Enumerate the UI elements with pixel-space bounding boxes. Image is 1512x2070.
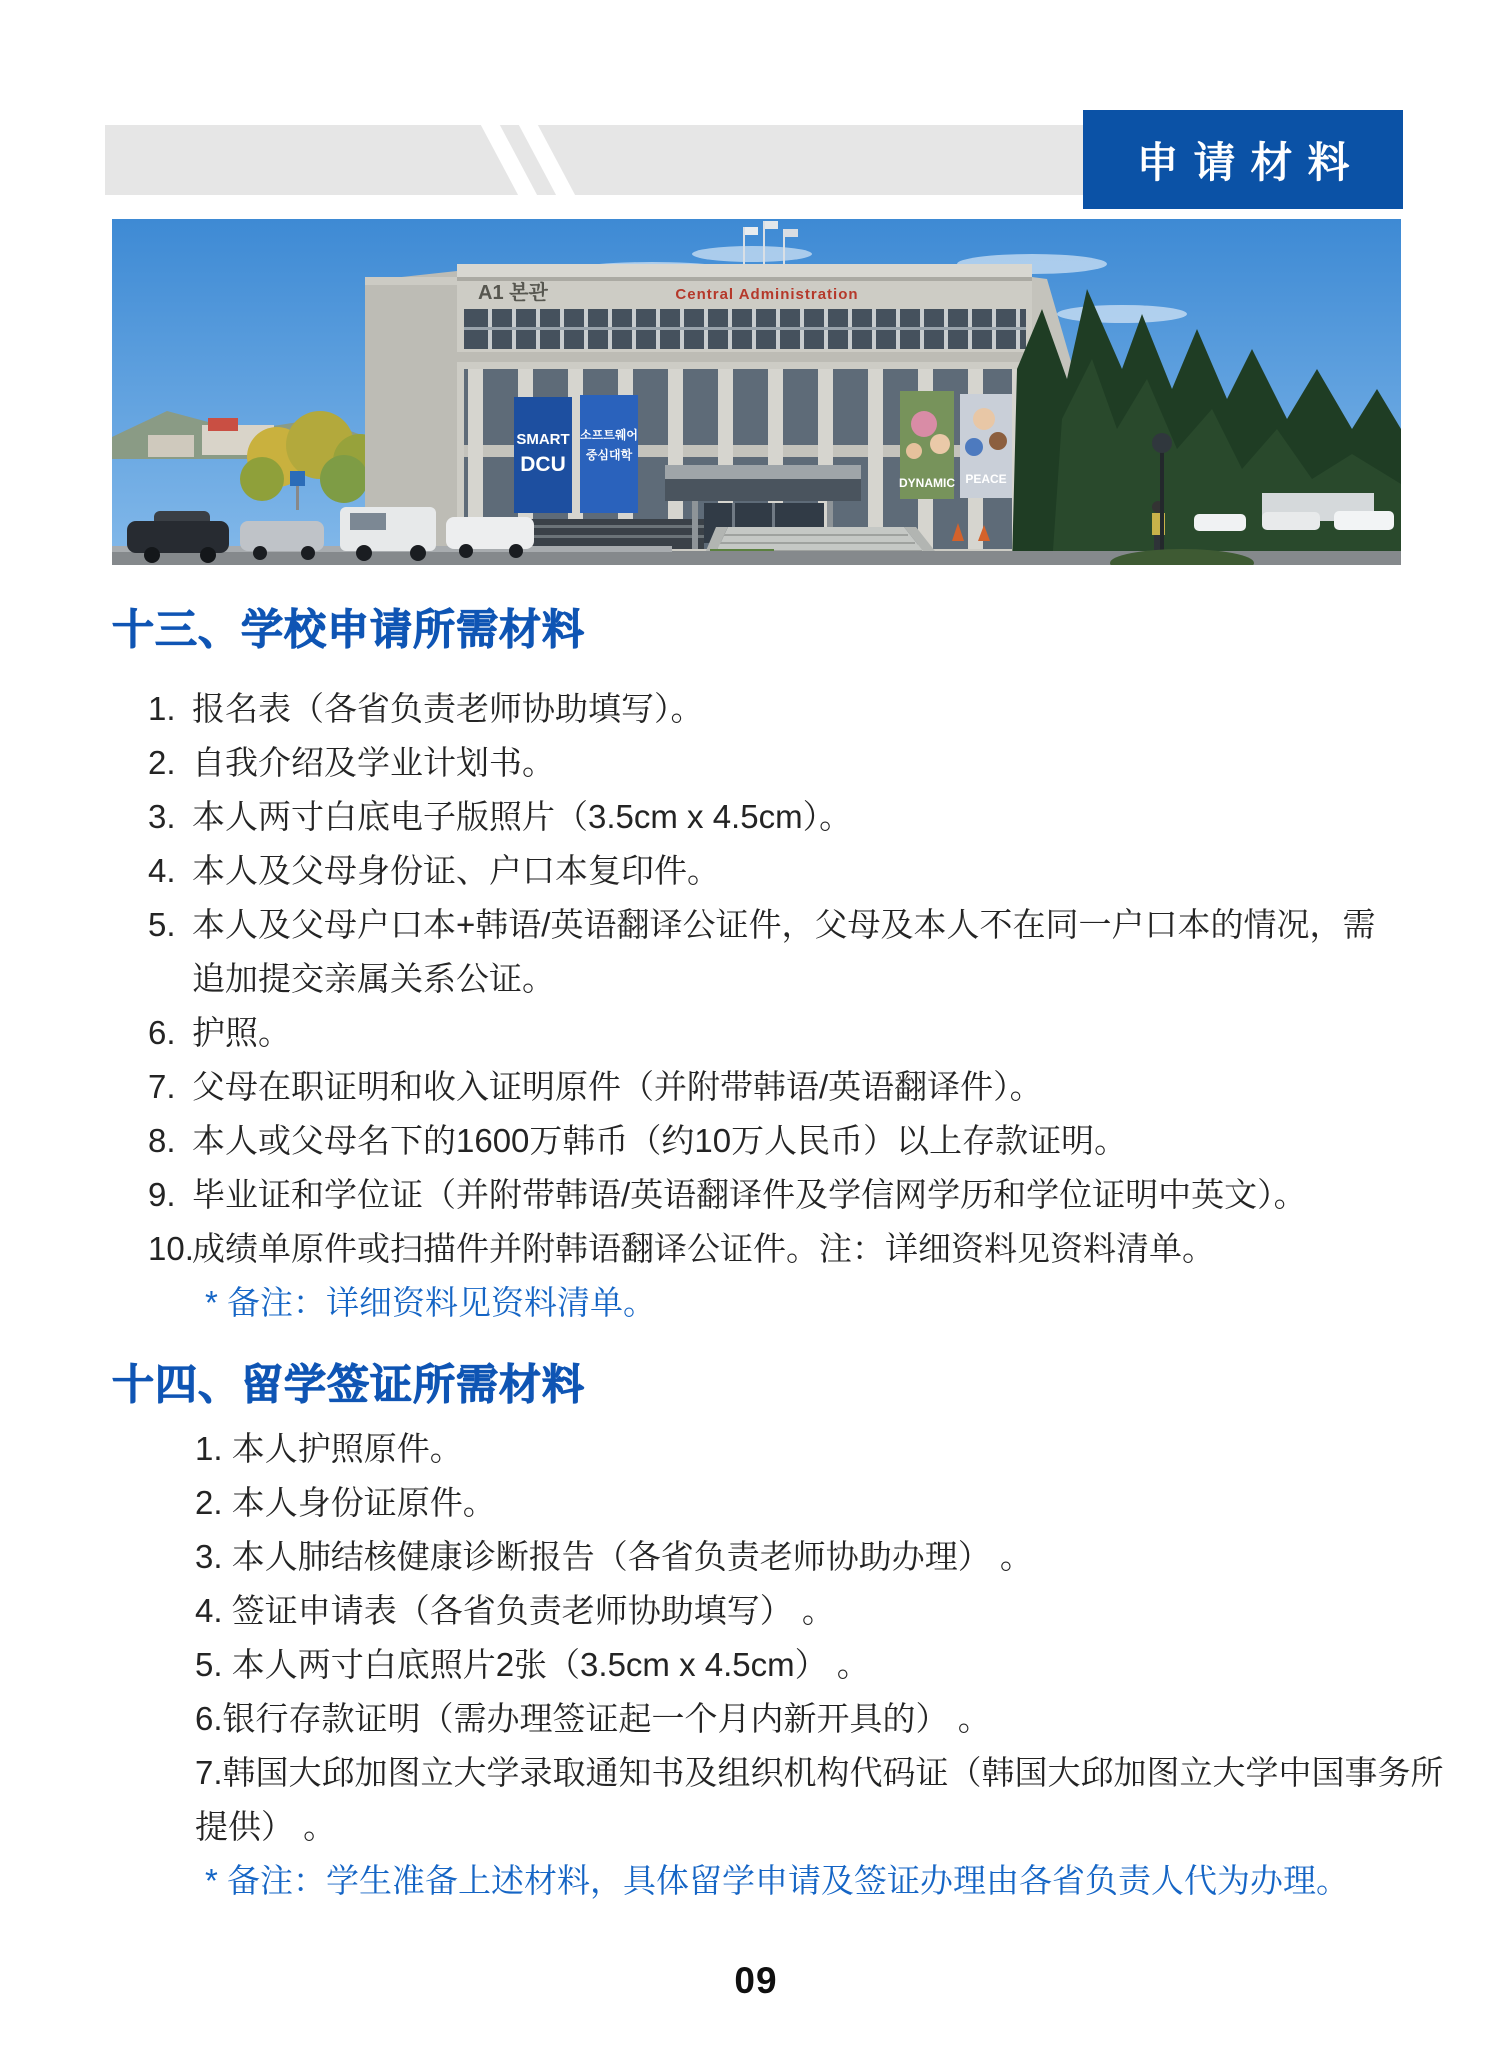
list-item-number: 3. — [148, 798, 176, 835]
page-number: 09 — [734, 1960, 778, 2001]
list-item-number: 7. — [148, 1068, 176, 1105]
list-item — [148, 1006, 1375, 1060]
list-item-text: 父母在职证明和收入证明原件（并附带韩语/英语翻译件）。 — [192, 1068, 1043, 1105]
list-item: 7.韩国大邱加图立大学录取通知书及组织机构代码证（韩国大邱加图立大学中国事务所 — [195, 1754, 1444, 1791]
list-item: 2. 本人身份证原件。 — [195, 1484, 496, 1521]
list-item-number: 8. — [148, 1122, 176, 1159]
list-item — [148, 736, 1375, 790]
section13-note: * 备注：详细资料见资料清单。 — [205, 1284, 657, 1321]
list-item-text: 本人或父母名下的1600万韩币（约10万人民币）以上存款证明。 — [192, 1122, 1128, 1159]
list-item-number: 5. — [148, 906, 176, 943]
list-item — [148, 682, 1375, 736]
list-item-text: 报名表（各省负责老师协助填写）。 — [192, 690, 704, 727]
list-item — [148, 898, 1375, 952]
list-item-text: 本人两寸白底电子版照片（3.5cm x 4.5cm）。 — [192, 798, 853, 835]
banner-smart-dcu — [514, 397, 572, 513]
building-sign-text: Central Administration — [675, 286, 859, 303]
list-item-text: 本人及父母身份证、户口本复印件。 — [192, 852, 720, 889]
list-item-text: 毕业证和学位证（并附带韩语/英语翻译件及学信网学历和学位证明中英文）。 — [192, 1176, 1307, 1213]
banner-peace — [960, 394, 1012, 498]
section-tab-label: 申请材料 — [1083, 110, 1403, 209]
list-item-number: 9. — [148, 1176, 176, 1213]
banner-korean — [580, 395, 638, 513]
section14-list — [195, 1422, 1444, 1908]
list-item-text: 护照。 — [192, 1014, 291, 1051]
list-item — [148, 1114, 1375, 1168]
svg-text:중심대학: 중심대학 — [585, 448, 633, 462]
list-item-number: 10. — [148, 1230, 194, 1267]
svg-text:PEACE: PEACE — [965, 472, 1007, 486]
section14-title: 十四、留学签证所需材料 — [112, 1361, 586, 1408]
list-item-continuation: 提供） 。 — [195, 1808, 337, 1845]
svg-text:DCU: DCU — [520, 453, 566, 476]
list-item — [148, 1168, 1375, 1222]
svg-text:DYNAMIC: DYNAMIC — [899, 476, 955, 490]
list-item-text: 本人及父母户口本+韩语/英语翻译公证件，父母及本人不在同一户口本的情况，需 — [192, 906, 1376, 943]
svg-text:SMART: SMART — [516, 431, 570, 448]
list-item-text: 自我介绍及学业计划书。 — [192, 744, 555, 781]
list-item: 4. 签证申请表（各省负责老师协助填写） 。 — [195, 1592, 835, 1629]
banner-dynamic — [899, 391, 955, 499]
list-item-number — [148, 952, 192, 1006]
list-item: 3. 本人肺结核健康诊断报告（各省负责老师协助办理） 。 — [195, 1538, 1033, 1575]
svg-text:소프트웨어: 소프트웨어 — [580, 428, 638, 442]
list-item: 5. 本人两寸白底照片2张（3.5cm x 4.5cm） 。 — [195, 1646, 870, 1683]
list-item — [148, 790, 1375, 844]
red-roof — [208, 418, 238, 431]
list-item — [148, 1060, 1375, 1114]
list-item — [148, 1222, 1375, 1276]
list-item: 6.银行存款证明（需办理签证起一个月内新开具的） 。 — [195, 1700, 991, 1737]
section13-list — [148, 682, 1375, 1330]
list-item-number: 4. — [148, 852, 176, 889]
list-item-continuation — [148, 952, 1375, 1006]
list-item-text: 追加提交亲属关系公证。 — [192, 960, 555, 997]
list-item-number: 2. — [148, 744, 176, 781]
list-item-number: 1. — [148, 690, 176, 727]
list-item-text: 成绩单原件或扫描件并附韩语翻译公证件。注：详细资料见资料清单。 — [192, 1230, 1215, 1267]
parked-cars-right — [1194, 511, 1394, 531]
list-item: 1. 本人护照原件。 — [195, 1430, 463, 1467]
list-item-number: 6. — [148, 1014, 176, 1051]
list-item — [148, 844, 1375, 898]
building-name-text: A1 본관 — [478, 282, 548, 304]
section14-note: * 备注：学生准备上述材料，具体留学申请及签证办理由各省负责人代为办理。 — [205, 1862, 1350, 1899]
section13-title: 十三、学校申请所需材料 — [112, 606, 586, 653]
campus-photo — [112, 219, 1401, 565]
small-building — [148, 435, 194, 457]
header-divider-bar — [105, 125, 1083, 195]
